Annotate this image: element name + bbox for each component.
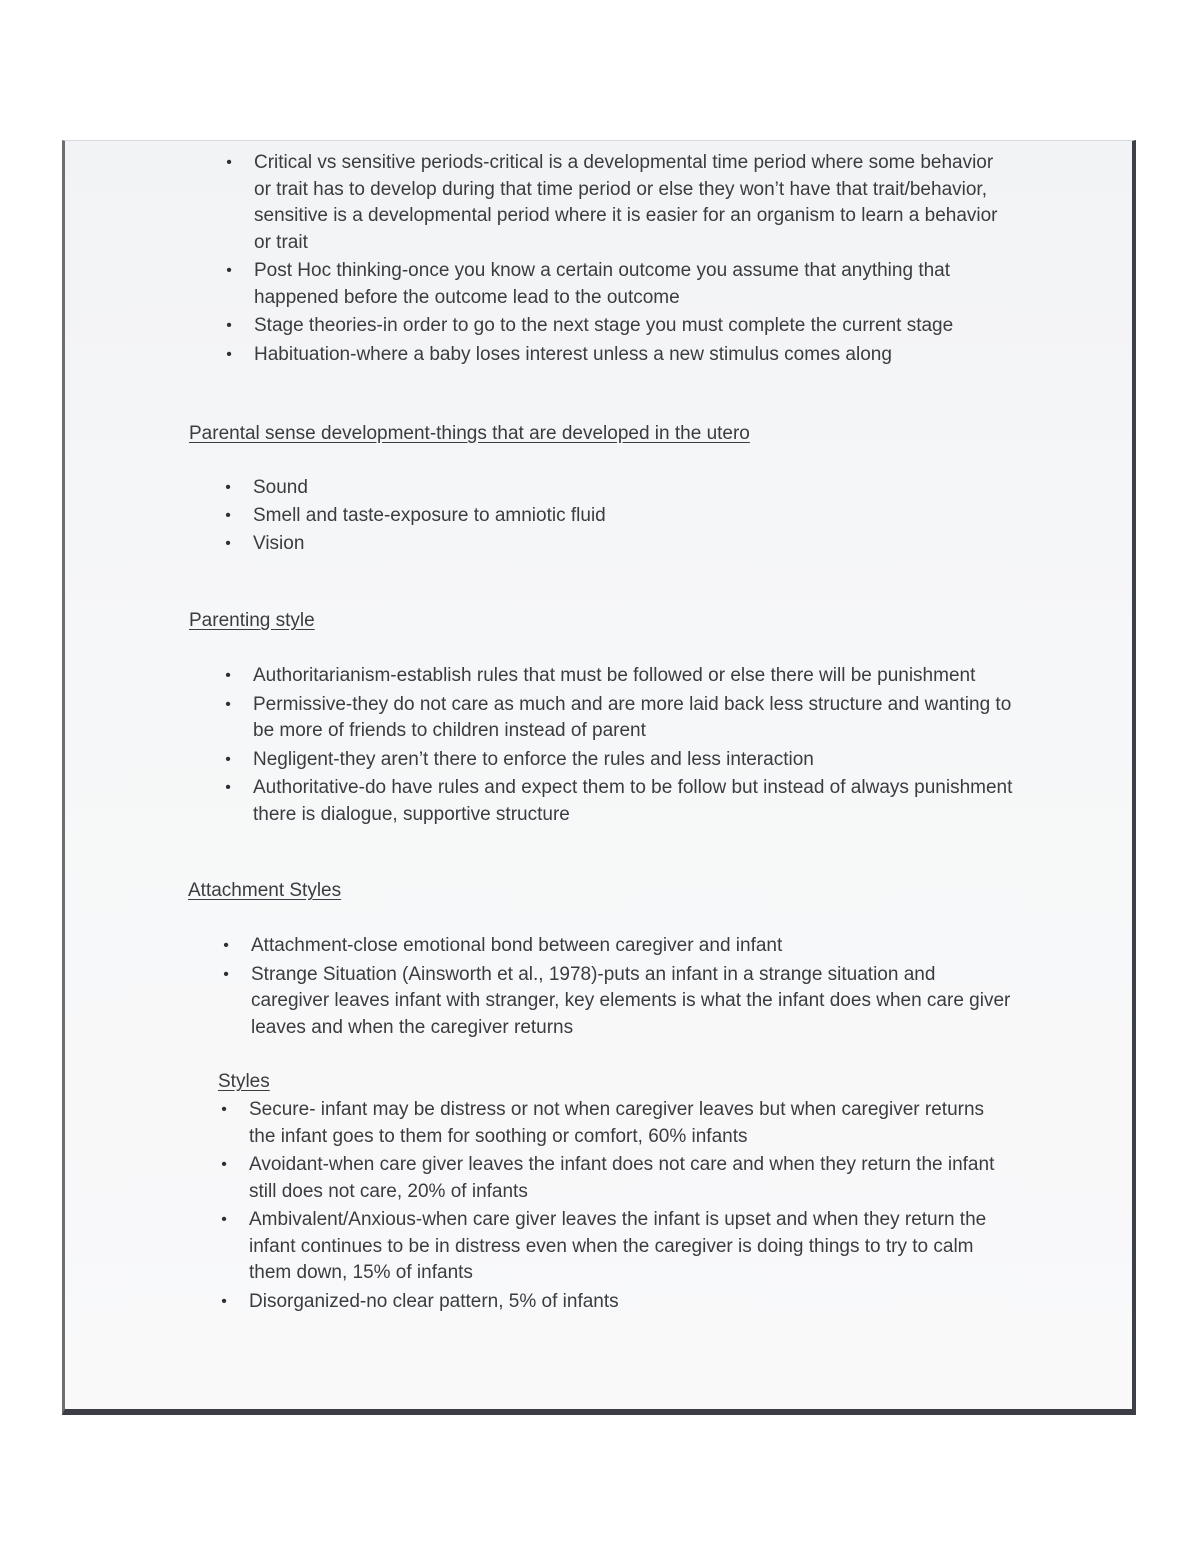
parenting-style-list xyxy=(225,663,1013,828)
bullet-icon: • xyxy=(225,667,231,684)
bullet-icon: • xyxy=(221,1101,227,1118)
list-item xyxy=(223,962,1011,1042)
list-item-text: Negligent-they aren’t there to enforce the rules and less interaction xyxy=(253,748,814,770)
section-heading-attachment-styles: Attachment Styles xyxy=(188,880,342,901)
list-item-text: Strange Situation (Ainsworth et al., 1978)-puts an infant in a strange situation and caregiver leaves infant with stranger, key elements is what the infant does when care giver leaves and when the caregiver returns xyxy=(251,963,1011,1038)
bullet-icon: • xyxy=(221,1292,227,1310)
list-item xyxy=(225,692,1013,745)
list-item-text: Secure- infant may be distress or not when caregiver leaves but when caregiver returns the infant goes to them for soothing or comfort, 60% infants xyxy=(249,1099,985,1147)
bullet-icon: • xyxy=(223,965,229,983)
list-item xyxy=(226,313,1014,340)
attachment-list xyxy=(223,933,1011,1041)
concepts-list xyxy=(226,150,1014,368)
list-item xyxy=(226,258,1014,311)
bullet-icon: • xyxy=(221,1156,227,1173)
bullet-icon: • xyxy=(225,750,231,768)
list-item-text: Vision xyxy=(253,533,305,554)
bullet-icon: • xyxy=(225,535,231,552)
list-item-text: Critical vs sensitive periods-critical is a developmental time period where some behavior or trait has to develop during that time period or else they won’t have that trait/behavior, sensitive is a developmental period where it is easier for an organism to learn a behavior or trait xyxy=(254,152,998,253)
list-item-text: Ambivalent/Anxious-when care giver leaves the infant is upset and when they return the infant continues to be in distress even when the caregiver is doing things to try to calm them down, 15% of infants xyxy=(249,1209,987,1283)
bullet-icon: • xyxy=(226,262,232,279)
list-item xyxy=(225,663,1013,690)
list-item xyxy=(225,474,1013,502)
list-item xyxy=(221,1207,1009,1287)
list-item xyxy=(225,530,1013,558)
bullet-icon: • xyxy=(225,479,231,496)
list-item xyxy=(225,747,1013,774)
subsection-heading-styles: Styles xyxy=(218,1071,270,1092)
list-item-text: Post Hoc thinking-once you know a certain outcome you assume that anything that happened before the outcome lead to the outcome xyxy=(254,260,951,308)
section-heading-parental-sense: Parental sense development-things that are developed in the utero xyxy=(189,423,750,444)
list-item xyxy=(221,1289,1009,1316)
senses-list xyxy=(225,474,1013,558)
list-item-text: Stage theories-in order to go to the next stage you must complete the current stage xyxy=(254,315,954,336)
list-item-text: Disorganized-no clear pattern, 5% of infants xyxy=(249,1290,619,1312)
list-item xyxy=(225,502,1013,530)
list-item xyxy=(223,933,1011,960)
list-item xyxy=(226,342,1014,369)
section-heading-parenting-style: Parenting style xyxy=(189,610,315,631)
list-item-text: Sound xyxy=(253,477,308,498)
styles-list xyxy=(221,1097,1009,1315)
bullet-icon: • xyxy=(223,937,229,954)
list-item-text: Smell and taste-exposure to amniotic fluid xyxy=(253,505,606,526)
list-item-text: Avoidant-when care giver leaves the infant does not care and when they return the infant still does not care, 20% of infants xyxy=(249,1154,995,1202)
list-item xyxy=(221,1152,1009,1205)
list-item-text: Permissive-they do not care as much and are more laid back less structure and wanting to be more of friends to children instead of parent xyxy=(253,693,1012,741)
bullet-icon: • xyxy=(226,154,232,171)
list-item xyxy=(225,775,1013,828)
list-item-text: Authoritarianism-establish rules that must be followed or else there will be punishment xyxy=(253,665,976,686)
list-item xyxy=(221,1097,1009,1150)
list-item xyxy=(226,150,1014,256)
list-item-text: Attachment-close emotional bond between caregiver and infant xyxy=(251,935,783,956)
list-item-text: Habituation-where a baby loses interest unless a new stimulus comes along xyxy=(254,343,892,365)
bullet-icon: • xyxy=(225,695,231,713)
bullet-icon: • xyxy=(226,345,232,363)
list-item-text: Authoritative-do have rules and expect them to be follow but instead of always punishment there is dialogue, supportive structure xyxy=(253,777,1013,825)
bullet-icon: • xyxy=(221,1211,227,1228)
bullet-icon: • xyxy=(225,779,231,796)
bullet-icon: • xyxy=(226,317,232,334)
bullet-icon: • xyxy=(225,507,231,524)
